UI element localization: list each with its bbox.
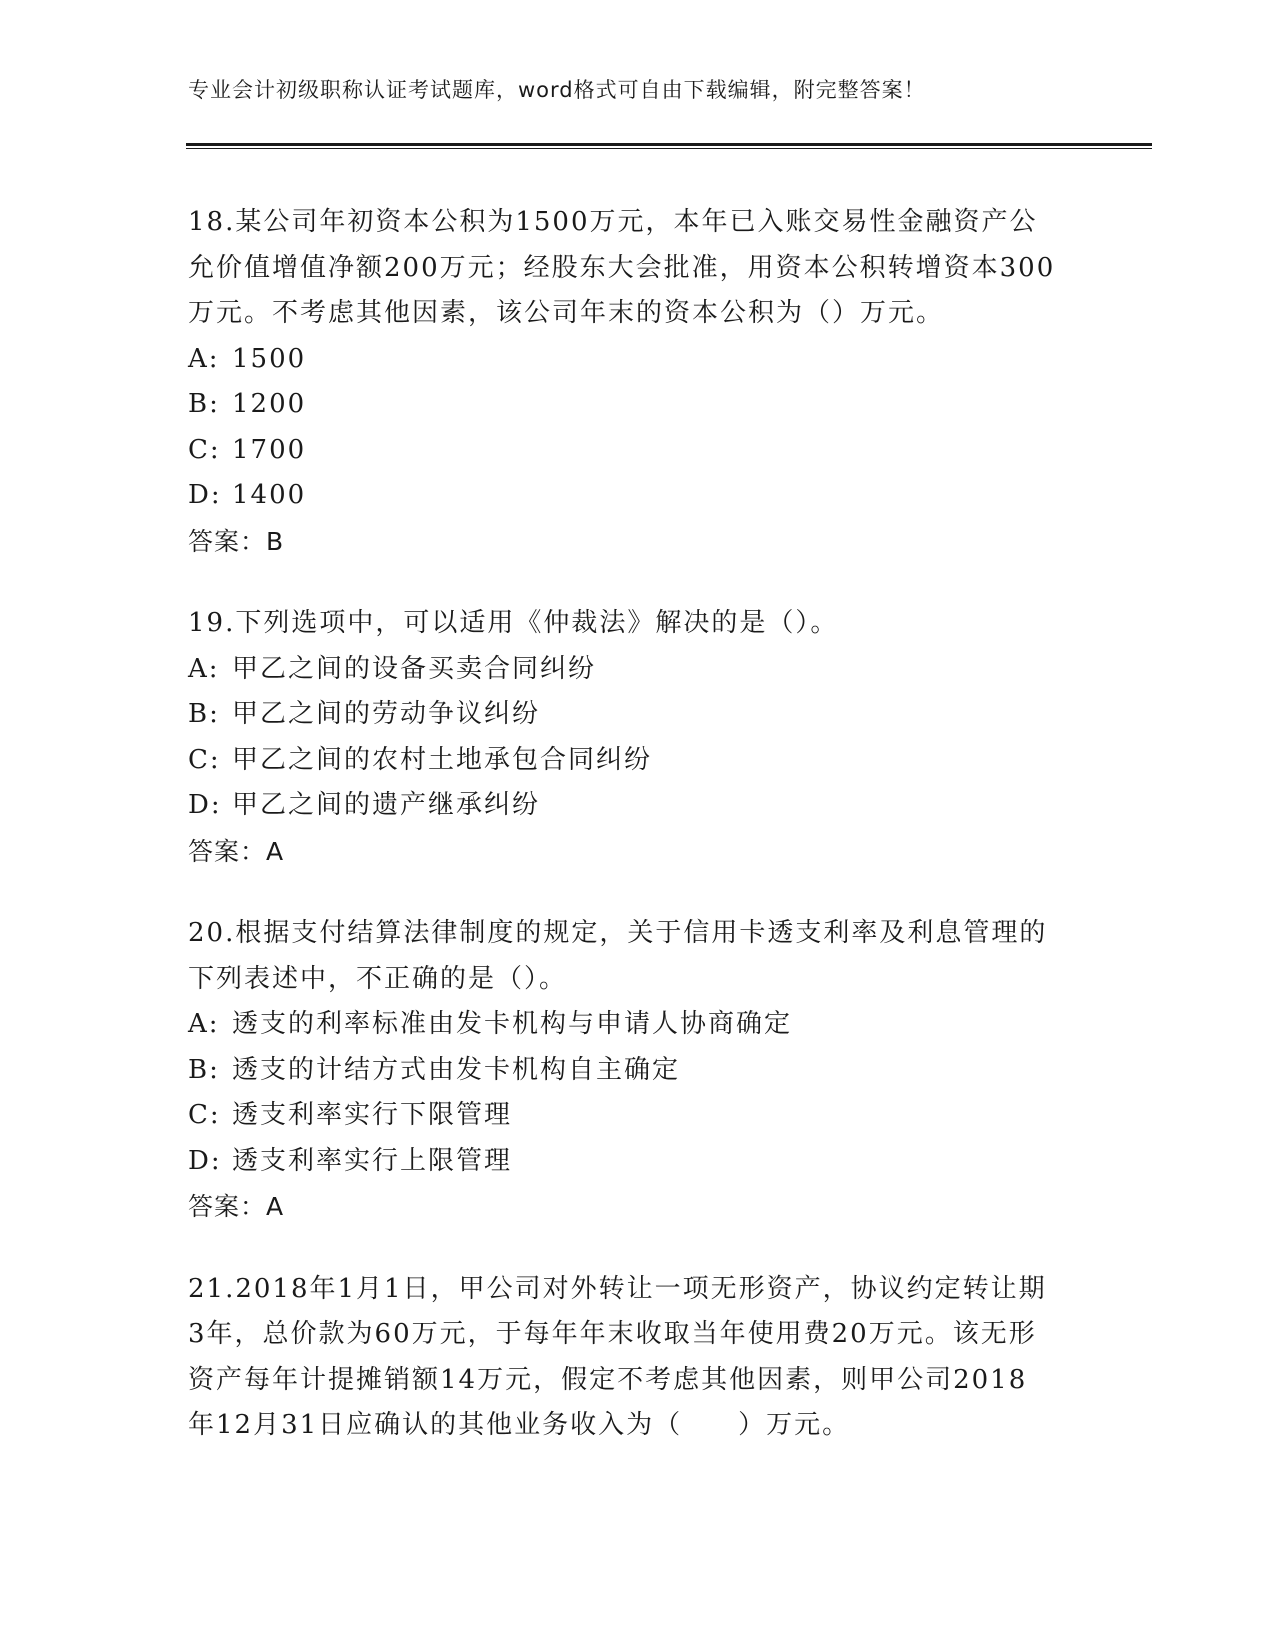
answer: 答案：B <box>188 526 285 556</box>
option-letter: A: <box>188 653 220 684</box>
answer: 答案：A <box>188 836 285 866</box>
option-text: 透支利率实行下限管理 <box>232 1100 513 1130</box>
option-letter: C: <box>188 1100 221 1130</box>
option-d <box>188 1139 1108 1185</box>
option-text: 透支利率实行上限管理 <box>232 1145 513 1176</box>
option-text: 1700 <box>232 434 307 465</box>
option-text: 透支的计结方式由发卡机构自主确定 <box>232 1054 681 1085</box>
question-21 <box>188 1267 1108 1449</box>
option-text: 透支的利率标准由发卡机构与申请人协商确定 <box>232 1009 793 1039</box>
option-a <box>188 1002 1108 1048</box>
question-stem-line: 万元。不考虑其他因素，该公司年末的资本公积为（）万元。 <box>188 298 945 328</box>
option-letter: A: <box>188 343 220 374</box>
option-b <box>188 692 1108 738</box>
option-letter: B: <box>188 699 220 729</box>
header-rule-thick <box>186 143 1152 146</box>
option-letter: C: <box>188 744 221 775</box>
option-letter: C: <box>188 434 221 465</box>
page-header: 专业会计初级职称认证考试题库，word格式可自由下载编辑，附完整答案！ <box>188 78 926 102</box>
question-stem-line: 20.根据支付结算法律制度的规定，关于信用卡透支利率及利息管理的 <box>188 918 1048 948</box>
option-letter: D: <box>188 480 222 510</box>
option-d <box>188 783 1108 829</box>
question-stem-line: 下列表述中，不正确的是（）。 <box>188 963 568 994</box>
question-19 <box>188 601 1108 874</box>
option-c <box>188 1093 1108 1139</box>
option-a <box>188 337 1108 383</box>
option-text: 甲乙之间的设备买卖合同纠纷 <box>232 653 597 684</box>
option-a <box>188 647 1108 693</box>
option-letter: B: <box>188 1054 220 1085</box>
option-text: 甲乙之间的遗产继承纠纷 <box>232 790 541 820</box>
option-letter: D: <box>188 790 222 820</box>
option-text: 甲乙之间的农村土地承包合同纠纷 <box>232 744 653 775</box>
option-text: 1200 <box>232 389 307 419</box>
question-stem-line: 18.某公司年初资本公积为1500万元，本年已入账交易性金融资产公 <box>188 207 1038 237</box>
option-b <box>188 382 1108 428</box>
option-d <box>188 473 1108 519</box>
option-letter: B: <box>188 389 220 419</box>
option-b <box>188 1048 1108 1094</box>
question-stem-line: 允价值增值净额200万元；经股东大会批准，用资本公积转增资本300 <box>188 252 1056 283</box>
question-20 <box>188 911 1108 1230</box>
header-rule-thin <box>186 148 1152 149</box>
option-letter: D: <box>188 1145 222 1176</box>
question-stem-line: 19.下列选项中，可以适用《仲裁法》解决的是（）。 <box>188 608 839 638</box>
option-c <box>188 738 1108 784</box>
option-c <box>188 428 1108 474</box>
option-text: 甲乙之间的劳动争议纠纷 <box>232 699 541 729</box>
option-text: 1400 <box>232 480 307 510</box>
answer: 答案：A <box>188 1192 285 1221</box>
question-list <box>188 200 1108 1486</box>
option-text: 1500 <box>232 343 307 374</box>
question-stem-line: 资产每年计提摊销额14万元，假定不考虑其他因素，则甲公司2018 <box>188 1364 1028 1395</box>
question-stem-line: 3年，总价款为60万元，于每年年末收取当年使用费20万元。该无形 <box>188 1319 1037 1349</box>
question-stem-line: 21.2018年1月1日，甲公司对外转让一项无形资产，协议约定转让期 <box>188 1273 1047 1304</box>
question-stem-line: 年12月31日应确认的其他业务收入为（ ）万元。 <box>188 1410 851 1440</box>
option-letter: A: <box>188 1009 220 1039</box>
question-18 <box>188 200 1108 564</box>
